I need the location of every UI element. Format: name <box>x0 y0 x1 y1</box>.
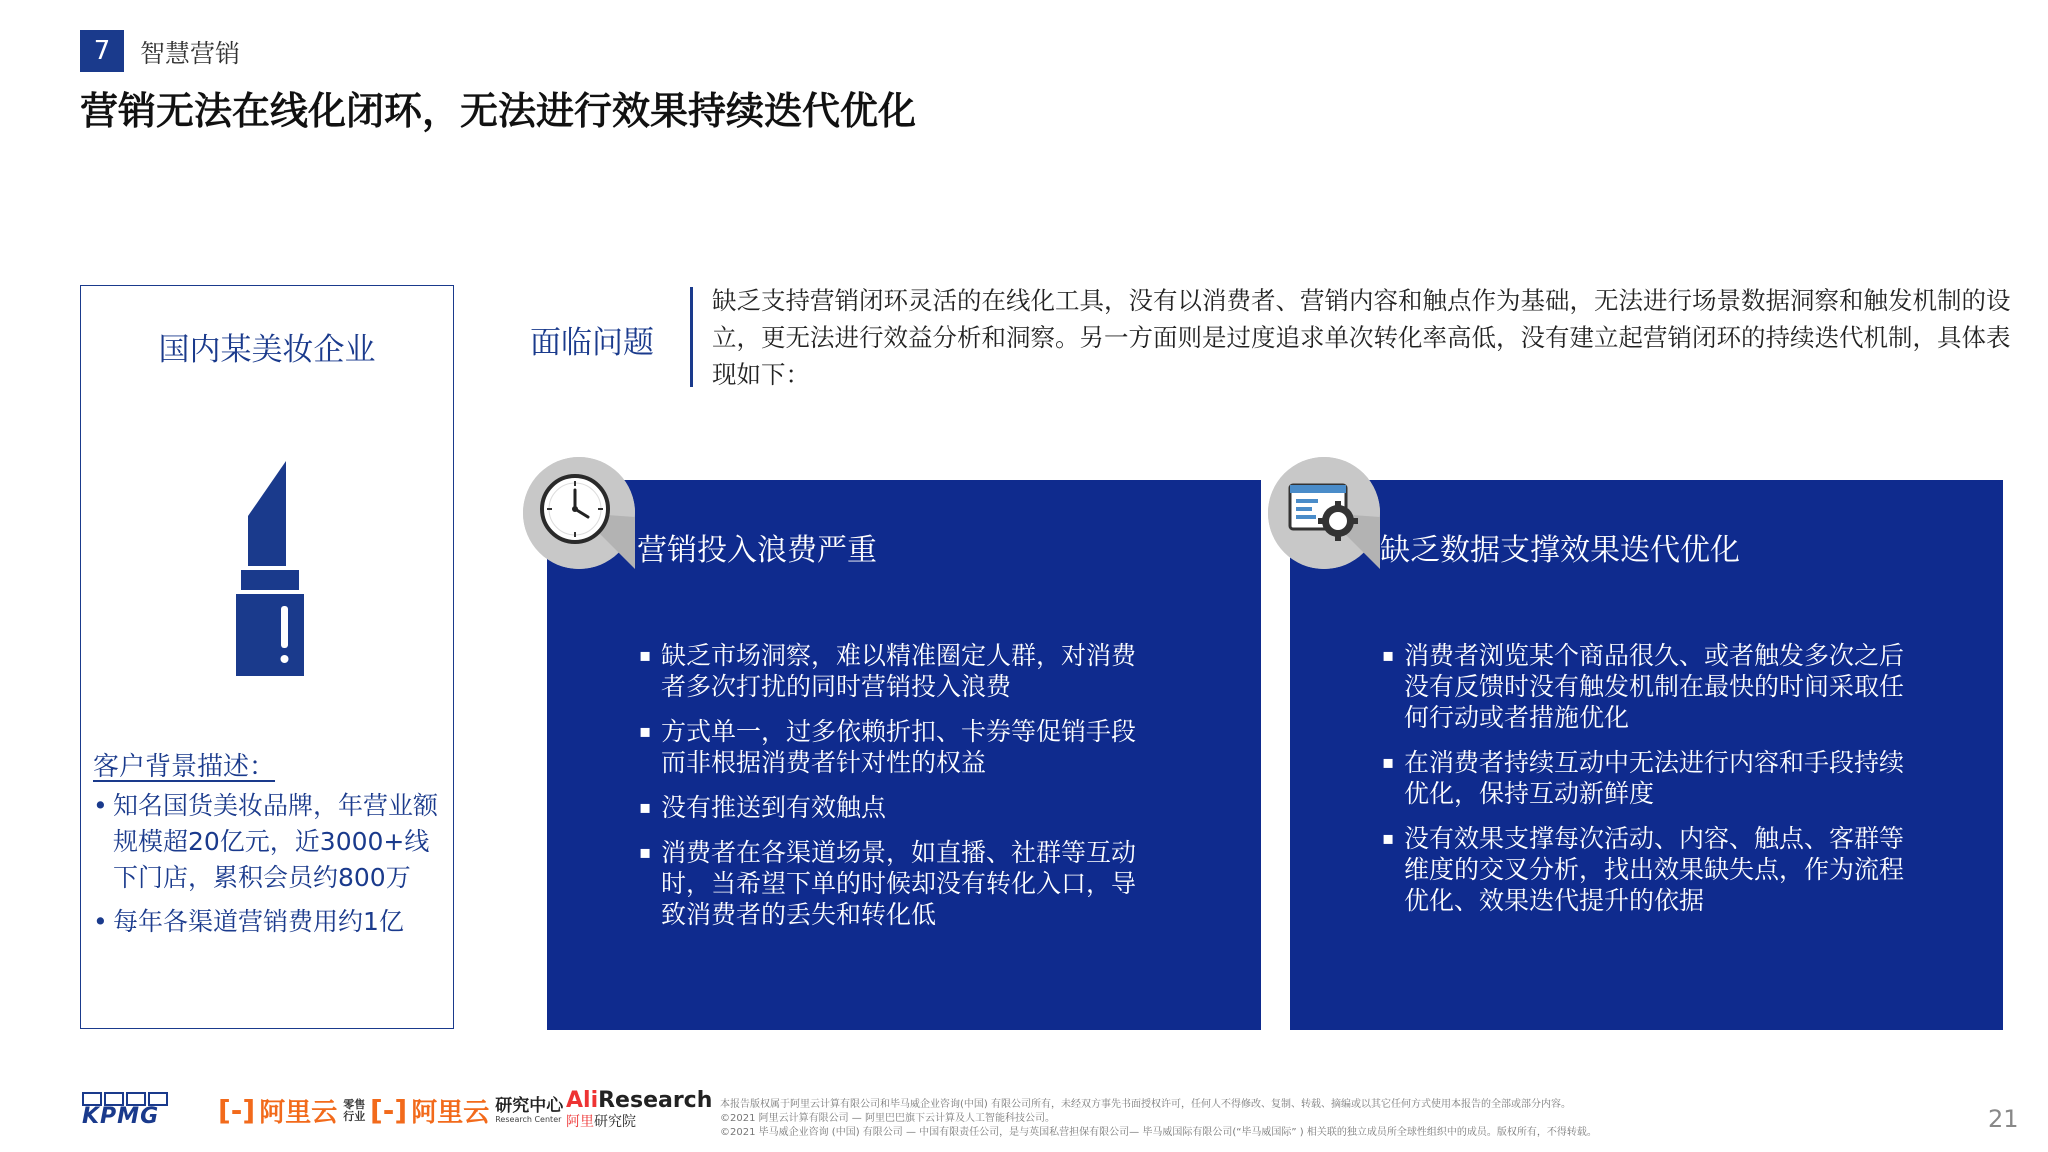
section-title: 智慧营销 <box>140 39 241 68</box>
background-list <box>93 788 448 948</box>
aliyun-retail-logo: [-] 阿里云 零售行业 <box>218 1094 366 1128</box>
divider <box>690 287 693 387</box>
problem-text: 缺乏支持营销闭环灵活的在线化工具，没有以消费者、营销内容和触点作为基础，无法进行场景数据洞察和触发机制的设立，更无法进行效益分析和洞察。另一方面则是过度追求单次转化率高低，没有建立起营销闭环的持续迭代机制，具体表现如下： <box>712 286 2011 389</box>
card-marketing-waste <box>547 480 1261 1030</box>
card-list <box>1382 640 1912 930</box>
section-number: 7 <box>80 30 124 72</box>
client-panel <box>80 285 454 1029</box>
list-item: ▪ 在消费者持续互动中无法进行内容和手段持续优化，保持互动新鲜度 <box>1382 747 1912 809</box>
copyright-disclaimer: 本报告版权属于阿里云计算有限公司和毕马威企业咨询(中国) 有限公司所有，未经双方事先书面授权许可，任何人不得修改、复制、转载、摘编或以其它任何方式使用本报告的全部或部分内容。 ©2021 阿里云计算有限公司 — 阿里巴巴旗下云计算及人工智能科技公司。 ©2021 毕马威企业咨询 (中国) 有限公司 — 中国有限责任公司，是与英国私营担保有限公司— 毕马威国际有限公司(“毕马威国际” ) 相关联的独立成员所全球性组织中的成员。版权所有，不得转载。 <box>720 1099 1597 1138</box>
card-list <box>639 640 1159 944</box>
list-item: • 每年各渠道营销费用约1亿 <box>93 904 448 940</box>
card-data-support <box>1290 480 2003 1030</box>
list-item: ▪ 方式单一，过多依赖折扣、卡券等促销手段而非根据消费者针对性的权益 <box>639 716 1159 778</box>
page-number: 21 <box>1988 1105 2019 1133</box>
list-item: ▪ 消费者在各渠道场景，如直播、社群等互动时，当希望下单的时候却没有转化入口，导致消费者的丢失和转化低 <box>639 837 1159 930</box>
aliyun-research-logo: [-] 阿里云 研究中心 Research Center <box>370 1094 564 1128</box>
page-title: 营销无法在线化闭环，无法进行效果持续迭代优化 <box>80 89 917 133</box>
company-name: 国内某美妆企业 <box>158 332 376 368</box>
clock-icon <box>523 457 635 569</box>
kpmg-logo: KPMG <box>82 1092 168 1129</box>
data-settings-icon <box>1268 457 1380 569</box>
list-item: ▪ 缺乏市场洞察，难以精准圈定人群，对消费者多次打扰的同时营销投入浪费 <box>639 640 1159 702</box>
list-item: ▪ 没有效果支撑每次活动、内容、触点、客群等维度的交叉分析，找出效果缺失点，作为流程优化、效果迭代提升的依据 <box>1382 823 1912 916</box>
ali-research-logo: AliResearch 阿里研究院 <box>566 1088 713 1130</box>
lipstick-icon <box>236 456 316 676</box>
list-item: • 知名国货美妆品牌，年营业额规模超20亿元，近3000+线下门店，累积会员约800万 <box>93 788 448 896</box>
background-heading: 客户背景描述： <box>93 752 276 782</box>
card-title: 缺乏数据支撑效果迭代优化 <box>1380 533 1740 568</box>
list-item: ▪ 消费者浏览某个商品很久、或者触发多次之后没有反馈时没有触发机制在最快的时间采取任何行动或者措施优化 <box>1382 640 1912 733</box>
card-title: 营销投入浪费严重 <box>637 533 877 568</box>
list-item: ▪ 没有推送到有效触点 <box>639 792 1159 823</box>
problem-label: 面临问题 <box>530 325 654 361</box>
